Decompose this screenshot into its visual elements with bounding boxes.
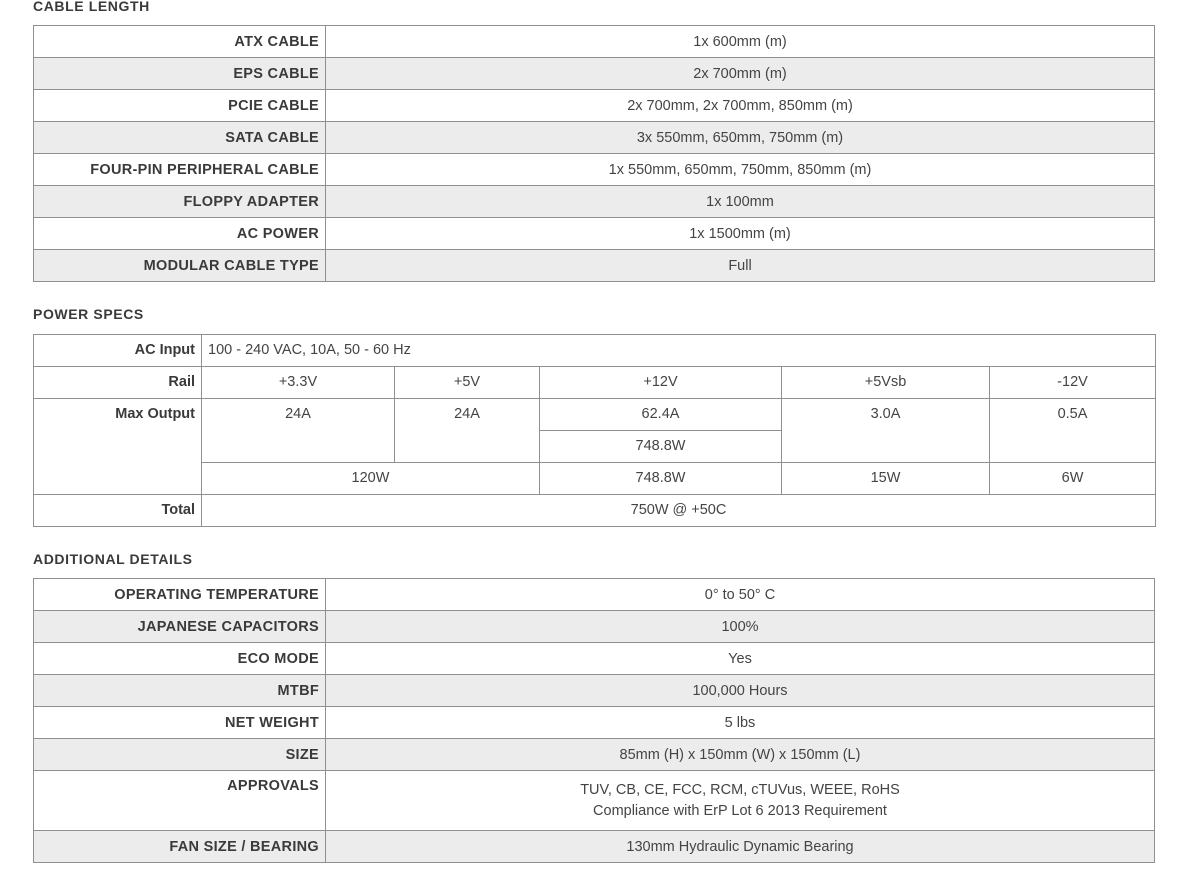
row-label: ATX CABLE — [34, 26, 326, 58]
row-value: 85mm (H) x 150mm (W) x 150mm (L) — [326, 739, 1155, 771]
rail-3v3: +3.3V — [202, 367, 395, 399]
table-row — [34, 707, 1155, 739]
watts-3v3-5v-combined: 120W — [202, 463, 540, 495]
row-value: 3x 550mm, 650mm, 750mm (m) — [326, 122, 1155, 154]
total-row — [34, 495, 1156, 527]
table-row — [34, 58, 1155, 90]
rail-label: Rail — [34, 367, 202, 399]
table-row — [34, 250, 1155, 282]
approvals-line-2: Compliance with ErP Lot 6 2013 Requirement — [593, 802, 887, 819]
table-row — [34, 218, 1155, 250]
row-label: PCIE CABLE — [34, 90, 326, 122]
row-label: NET WEIGHT — [34, 707, 326, 739]
section-title-additional-details: ADDITIONAL DETAILS — [33, 551, 193, 567]
max-output-label: Max Output — [34, 399, 202, 495]
amps-5vsb: 3.0A — [782, 399, 990, 463]
row-label: ECO MODE — [34, 643, 326, 675]
row-label: FOUR-PIN PERIPHERAL CABLE — [34, 154, 326, 186]
watts-5vsb: 15W — [782, 463, 990, 495]
row-value: 100% — [326, 611, 1155, 643]
watts-12v-sub: 748.8W — [540, 431, 782, 463]
row-value: 1x 1500mm (m) — [326, 218, 1155, 250]
row-label: MTBF — [34, 675, 326, 707]
table-row — [34, 154, 1155, 186]
row-value — [326, 771, 1155, 831]
rail-12v: +12V — [540, 367, 782, 399]
amps-5v: 24A — [395, 399, 540, 463]
cable-length-table — [33, 25, 1155, 282]
ac-input-value: 100 - 240 VAC, 10A, 50 - 60 Hz — [202, 335, 1156, 367]
row-value: 1x 550mm, 650mm, 750mm, 850mm (m) — [326, 154, 1155, 186]
rail-row — [34, 367, 1156, 399]
row-value: 0° to 50° C — [326, 579, 1155, 611]
row-label: SIZE — [34, 739, 326, 771]
watts-neg12v: 6W — [990, 463, 1156, 495]
section-title-cable-length: CABLE LENGTH — [33, 0, 150, 14]
row-value: 5 lbs — [326, 707, 1155, 739]
rail-5v: +5V — [395, 367, 540, 399]
row-value: 130mm Hydraulic Dynamic Bearing — [326, 831, 1155, 863]
row-label: FAN SIZE / BEARING — [34, 831, 326, 863]
row-value: 1x 100mm — [326, 186, 1155, 218]
rail-neg12v: -12V — [990, 367, 1156, 399]
ac-input-label: AC Input — [34, 335, 202, 367]
amps-3v3: 24A — [202, 399, 395, 463]
max-output-row — [34, 399, 1156, 431]
watts-row — [34, 463, 1156, 495]
row-label: APPROVALS — [34, 771, 326, 831]
row-label: MODULAR CABLE TYPE — [34, 250, 326, 282]
table-row — [34, 186, 1155, 218]
table-row — [34, 771, 1155, 831]
row-value: Full — [326, 250, 1155, 282]
row-label: AC POWER — [34, 218, 326, 250]
row-value: 1x 600mm (m) — [326, 26, 1155, 58]
row-label: OPERATING TEMPERATURE — [34, 579, 326, 611]
rail-5vsb: +5Vsb — [782, 367, 990, 399]
row-value: Yes — [326, 643, 1155, 675]
section-title-power-specs: POWER SPECS — [33, 306, 144, 322]
table-row — [34, 643, 1155, 675]
row-value: 2x 700mm, 2x 700mm, 850mm (m) — [326, 90, 1155, 122]
row-label: FLOPPY ADAPTER — [34, 186, 326, 218]
table-row — [34, 739, 1155, 771]
table-row — [34, 26, 1155, 58]
row-label: SATA CABLE — [34, 122, 326, 154]
row-label: EPS CABLE — [34, 58, 326, 90]
additional-details-table — [33, 578, 1155, 863]
watts-12v: 748.8W — [540, 463, 782, 495]
total-value: 750W @ +50C — [202, 495, 1156, 527]
amps-12v: 62.4A — [540, 399, 782, 431]
table-row — [34, 675, 1155, 707]
table-row — [34, 831, 1155, 863]
ac-input-row — [34, 335, 1156, 367]
table-row — [34, 122, 1155, 154]
row-value: 2x 700mm (m) — [326, 58, 1155, 90]
total-label: Total — [34, 495, 202, 527]
amps-neg12v: 0.5A — [990, 399, 1156, 463]
row-value: 100,000 Hours — [326, 675, 1155, 707]
power-specs-table — [33, 334, 1156, 527]
table-row — [34, 90, 1155, 122]
table-row — [34, 611, 1155, 643]
row-label: JAPANESE CAPACITORS — [34, 611, 326, 643]
approvals-line-1: TUV, CB, CE, FCC, RCM, cTUVus, WEEE, RoHS — [580, 781, 900, 798]
table-row — [34, 579, 1155, 611]
